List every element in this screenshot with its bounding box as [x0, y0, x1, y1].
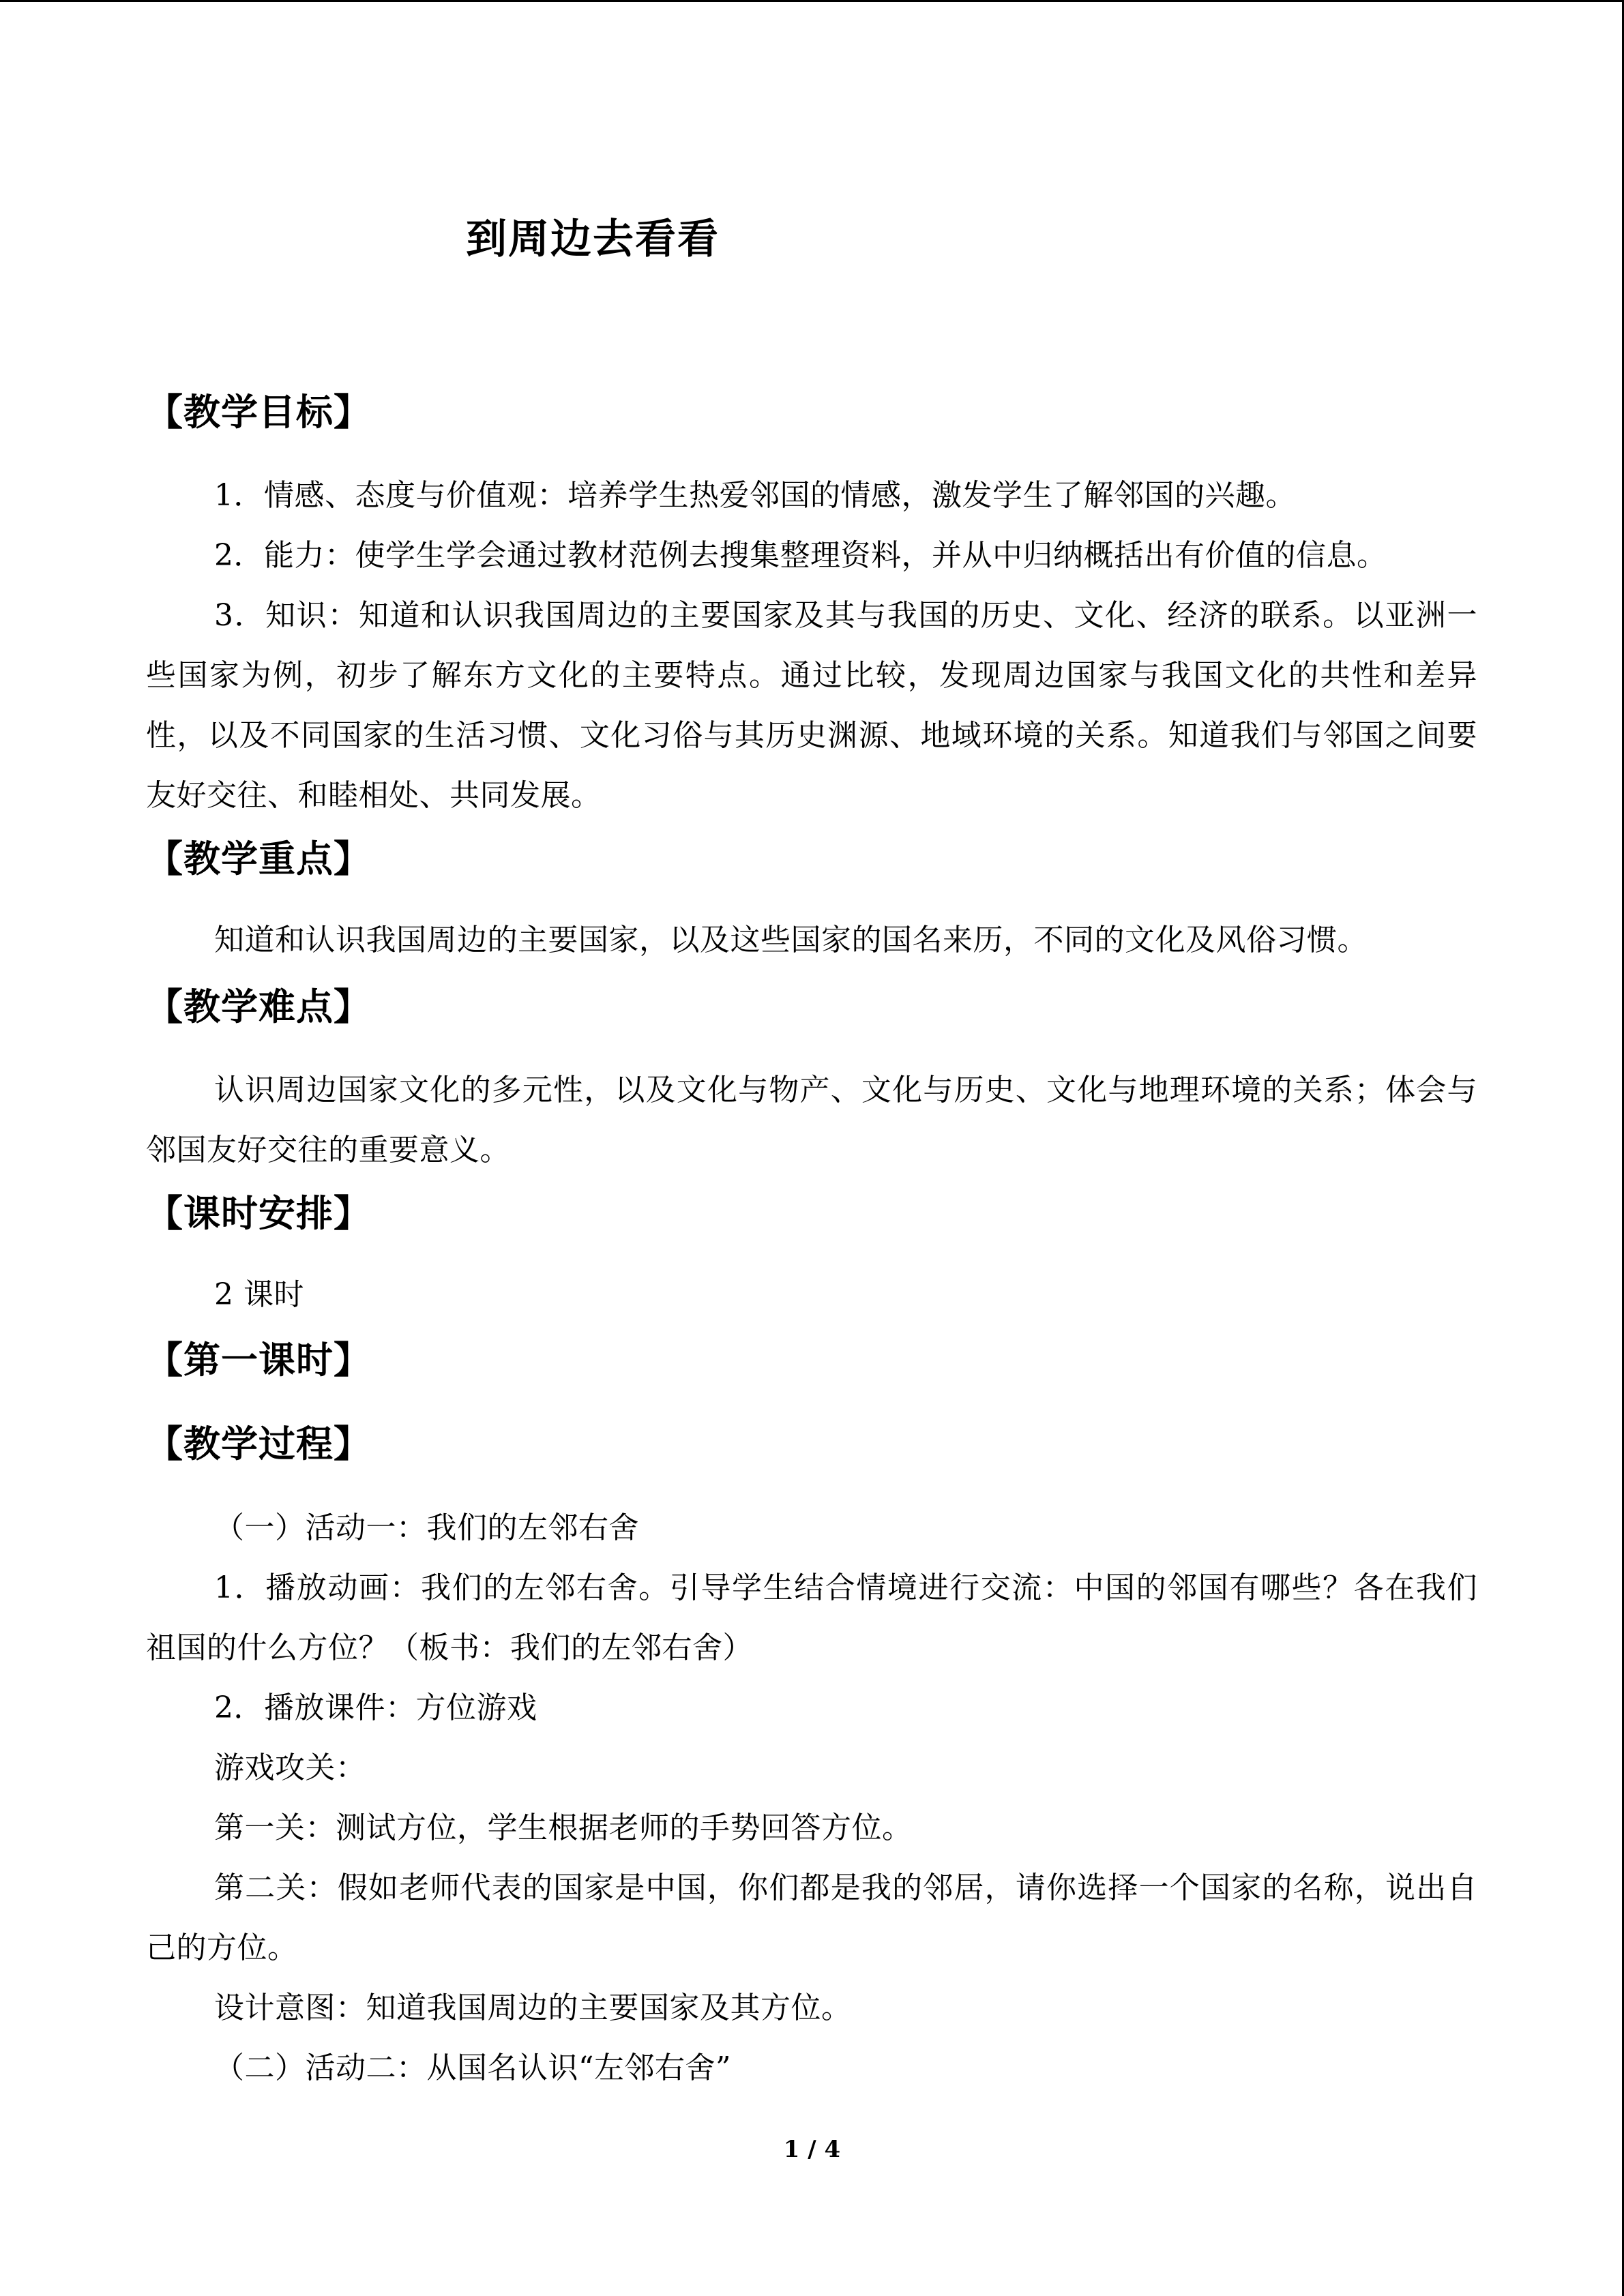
- key-text: 知道和认识我国周边的主要国家，以及这些国家的国名来历，不同的文化及风俗习惯。: [214, 923, 1368, 957]
- process-step-1: 1．播放动画：我们的左邻右舍。引导学生结合情境进行交流：中国的邻国有哪些？各在我们祖国的什么方位？（板书：我们的左邻右舍）: [146, 1570, 1477, 1665]
- heading-first-lesson: 【第一课时】: [146, 1339, 371, 1382]
- heading-teaching-key: 【教学重点】: [146, 837, 371, 880]
- difficulty-text: 认识周边国家文化的多元性，以及文化与物产、文化与历史、文化与地理环境的关系；体会与邻国友好交往的重要意义。: [146, 1073, 1477, 1167]
- schedule-text: 2 课时: [214, 1277, 304, 1312]
- process-design-intent: 设计意图：知道我国周边的主要国家及其方位。: [214, 1991, 852, 2025]
- process-activity-2-title: （二）活动二：从国名认识“左邻右舍”: [214, 2051, 731, 2085]
- heading-teaching-goals: 【教学目标】: [146, 391, 371, 434]
- process-activity-1-title: （一）活动一：我们的左邻右舍: [214, 1510, 639, 1545]
- page-number: 1 / 4: [783, 2136, 841, 2163]
- heading-teaching-process: 【教学过程】: [146, 1422, 371, 1465]
- goal-item-3: 3．知识：知道和认识我国周边的主要国家及其与我国的历史、文化、经济的联系。以亚洲一些国家为例，初步了解东方文化的主要特点。通过比较，发现周边国家与我国文化的共性和差异性，以及不同国家的生活习惯、文化习俗与其历史渊源、地域环境的关系。知道我们与邻国之间要友好交往、和睦相处、共同发展。: [146, 598, 1477, 813]
- process-level-1: 第一关：测试方位，学生根据老师的手势回答方位。: [214, 1810, 913, 1845]
- process-step-2: 2．播放课件：方位游戏: [214, 1690, 537, 1725]
- heading-teaching-difficulty: 【教学难点】: [146, 985, 371, 1028]
- goal-item-1: 1．情感、态度与价值观：培养学生热爱邻国的情感，激发学生了解邻国的兴趣。: [214, 478, 1296, 513]
- process-level-2: 第二关：假如老师代表的国家是中国，你们都是我的邻居，请你选择一个国家的名称，说出自己的方位。: [146, 1870, 1477, 1965]
- page-title: 到周边去看看: [466, 215, 720, 263]
- document-page: [146, 0, 1477, 2296]
- process-game-intro: 游戏攻关：: [214, 1750, 366, 1785]
- goal-item-2: 2．能力：使学生学会通过教材范例去搜集整理资料，并从中归纳概括出有价值的信息。: [214, 538, 1387, 573]
- heading-lesson-schedule: 【课时安排】: [146, 1192, 371, 1235]
